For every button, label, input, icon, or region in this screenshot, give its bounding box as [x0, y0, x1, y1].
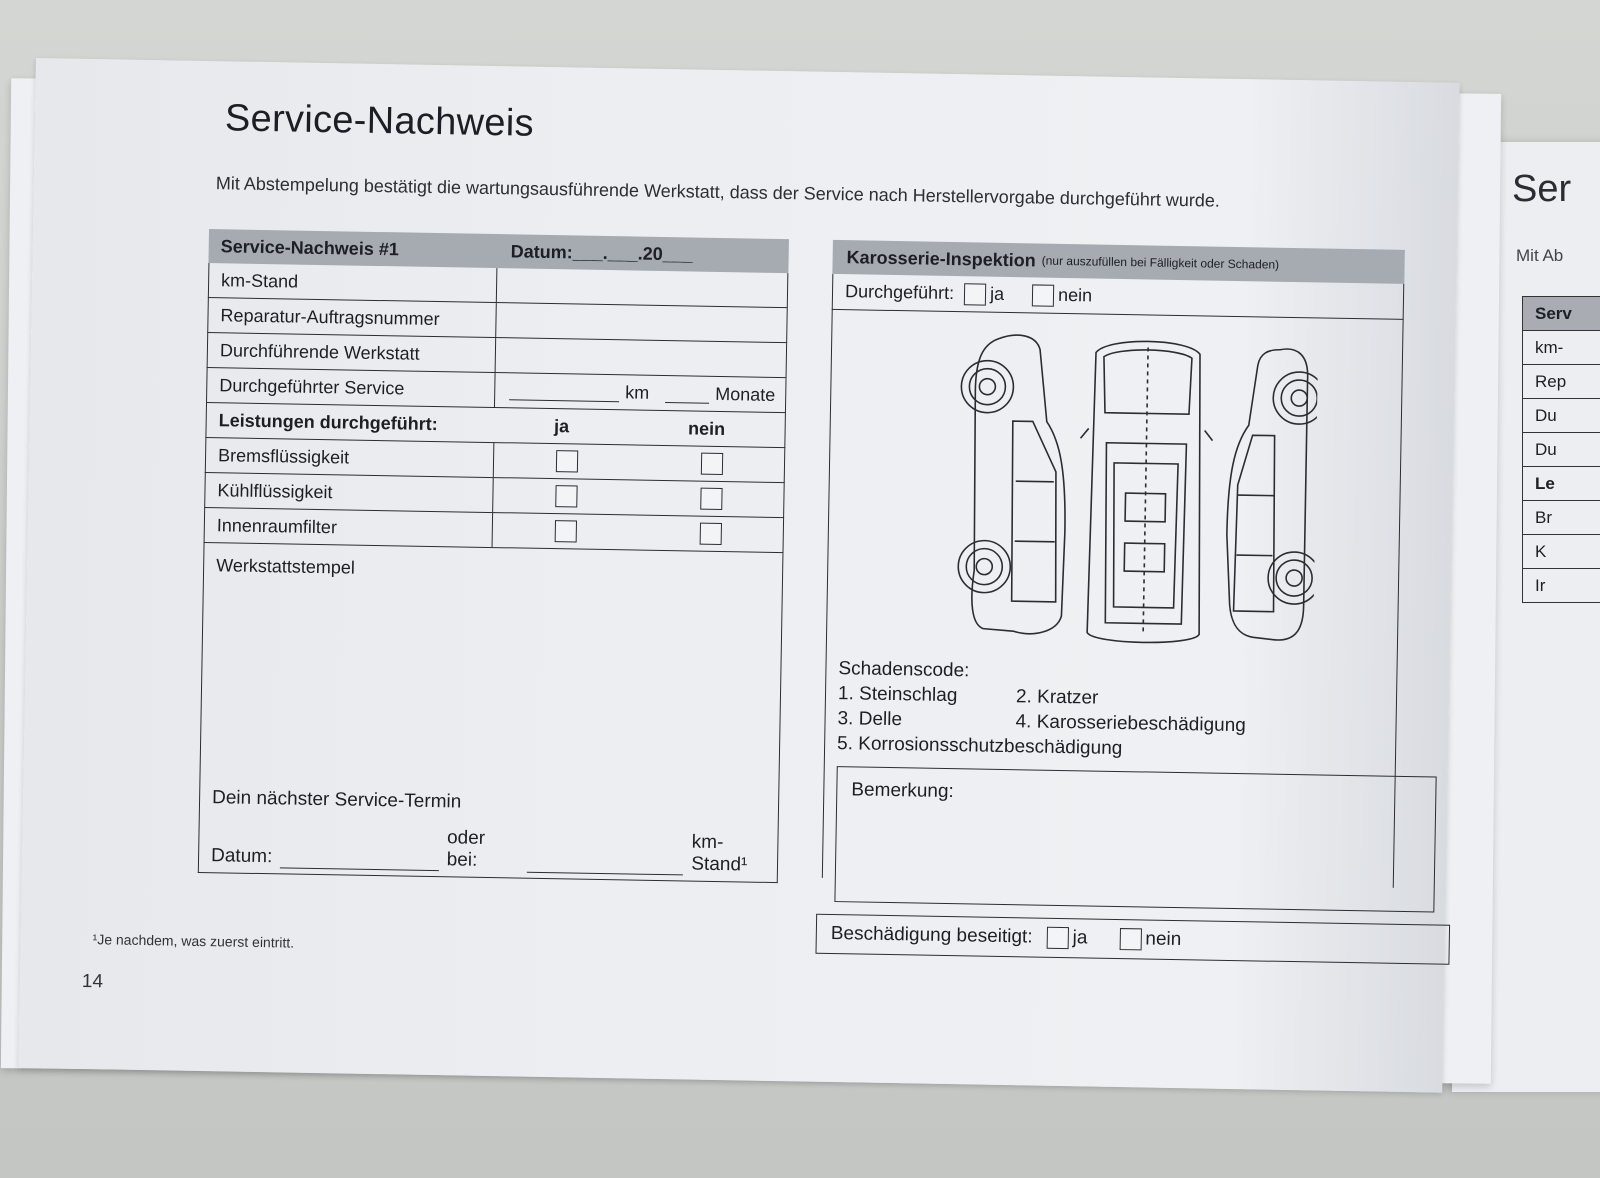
done-yes-option[interactable] [964, 283, 1004, 306]
no-header: nein [687, 417, 726, 439]
page-subtitle: Mit Abstempelung bestätigt die wartungsausführende Werkstatt, dass der Service nach Herstellervorgabe durchgeführt wurde. [215, 173, 1221, 211]
next-page-row: Le [1522, 467, 1600, 501]
next-page-title: Ser [1512, 168, 1572, 210]
inspection-note: (nur auszufüllen bei Fälligkeit oder Schaden) [1041, 253, 1280, 272]
done-no-option[interactable] [1032, 284, 1092, 307]
fixed-yes-checkbox[interactable] [1046, 927, 1068, 949]
damage-code: 5. Korrosionsschutzbeschädigung [836, 733, 1123, 760]
damage-code: 4. Karosseriebeschädigung [1015, 711, 1246, 737]
service-page [18, 58, 1459, 1093]
item-label: Kühlflüssigkeit [205, 473, 494, 512]
inspection-heading: Karosserie-Inspektion [846, 246, 1036, 270]
next-page-row: Rep [1522, 365, 1600, 399]
next-page-row: km- [1522, 331, 1600, 365]
coolant-yes-checkbox[interactable] [555, 485, 577, 507]
or-at-label: oder bei: [446, 827, 486, 871]
next-date-field[interactable] [280, 849, 439, 871]
next-page-row: Du [1522, 433, 1600, 467]
row-label-km: km-Stand [209, 263, 498, 302]
car-outline-diagram[interactable] [953, 330, 1318, 648]
service-record-heading: Service-Nachweis #1 [220, 235, 400, 259]
next-service-label: Dein nächster Service-Termin [211, 787, 462, 813]
check-group [494, 443, 785, 482]
next-km-field[interactable] [527, 854, 684, 876]
footnote: ¹Je nachdem, was zuerst eintritt. [92, 931, 295, 951]
car-side-left-icon [957, 334, 1068, 634]
next-page-row: Du [1522, 399, 1600, 433]
fixed-yes-option[interactable] [1046, 927, 1087, 950]
next-page-row: K [1522, 535, 1600, 569]
item-label: Innenraumfilter [205, 508, 494, 547]
service-date-field[interactable]: Datum:___.___.20___ [510, 240, 693, 264]
yes-header: ja [553, 415, 570, 436]
cabin-filter-yes-checkbox[interactable] [554, 520, 576, 542]
brake-fluid-yes-checkbox[interactable] [555, 450, 577, 472]
next-page-row: Ir [1522, 569, 1600, 603]
done-no-label: nein [1057, 284, 1093, 306]
damage-codes-label: Schadenscode: [838, 658, 970, 682]
next-page-subtitle: Mit Ab [1516, 246, 1564, 265]
brake-fluid-no-checkbox[interactable] [700, 453, 722, 475]
done-yes-label: ja [989, 283, 1005, 304]
km-field[interactable] [497, 268, 788, 307]
damage-code: 1. Steinschlag [837, 683, 958, 707]
car-side-right-icon [1225, 348, 1318, 641]
check-group [493, 513, 784, 552]
check-group [493, 478, 784, 517]
workshop-field[interactable] [496, 338, 787, 377]
yes-no-header [494, 415, 784, 441]
coolant-no-checkbox[interactable] [700, 488, 722, 510]
stamp-label: Werkstattstempel [216, 555, 356, 578]
damage-code: 3. Delle [837, 708, 903, 731]
inspection-body [822, 310, 1404, 951]
next-date-label: Datum: [210, 845, 273, 868]
item-label: Bremsflüssigkeit [206, 438, 495, 477]
cabin-filter-no-checkbox[interactable] [699, 523, 721, 545]
damage-code: 2. Kratzer [1015, 686, 1099, 709]
fixed-no-option[interactable] [1119, 928, 1181, 951]
fixed-no-label: nein [1145, 928, 1182, 951]
km-stand-label: km-Stand¹ [691, 831, 748, 876]
service-interval-field[interactable] [495, 373, 786, 412]
done-label: Durchgeführt: [844, 281, 955, 304]
damage-codes-grid [837, 681, 1246, 738]
row-label-workshop: Durchführende Werkstatt [208, 333, 497, 372]
page-number: 14 [81, 970, 104, 993]
km-blank [509, 381, 619, 402]
page-title: Service-Nachweis [224, 97, 535, 145]
order-number-field[interactable] [496, 303, 787, 342]
row-label-order: Reparatur-Auftragsnummer [208, 298, 497, 337]
next-service-line [211, 823, 778, 877]
next-page-table [1522, 296, 1600, 603]
service-record-table [198, 229, 789, 883]
next-page-row: Br [1522, 501, 1600, 535]
km-unit: km [625, 381, 650, 403]
remark-box[interactable] [834, 766, 1436, 912]
damage-fixed-row [815, 914, 1450, 965]
services-heading: Leistungen durchgeführt: [218, 409, 438, 434]
remark-label: Bemerkung: [851, 779, 954, 803]
months-blank [665, 384, 709, 404]
months-unit: Monate [715, 383, 776, 405]
fixed-no-checkbox[interactable] [1119, 928, 1141, 950]
damage-codes [837, 656, 1247, 763]
done-yes-checkbox[interactable] [964, 283, 986, 305]
done-no-checkbox[interactable] [1032, 284, 1054, 306]
body-inspection-block [822, 240, 1405, 951]
fixed-label: Beschädigung beseitigt: [830, 923, 1033, 948]
car-top-view-icon [1077, 340, 1214, 643]
workshop-stamp-area[interactable] [198, 543, 784, 883]
next-page-row: Serv [1522, 297, 1600, 331]
row-label-service: Durchgeführter Service [207, 368, 496, 407]
fixed-yes-label: ja [1072, 927, 1088, 949]
